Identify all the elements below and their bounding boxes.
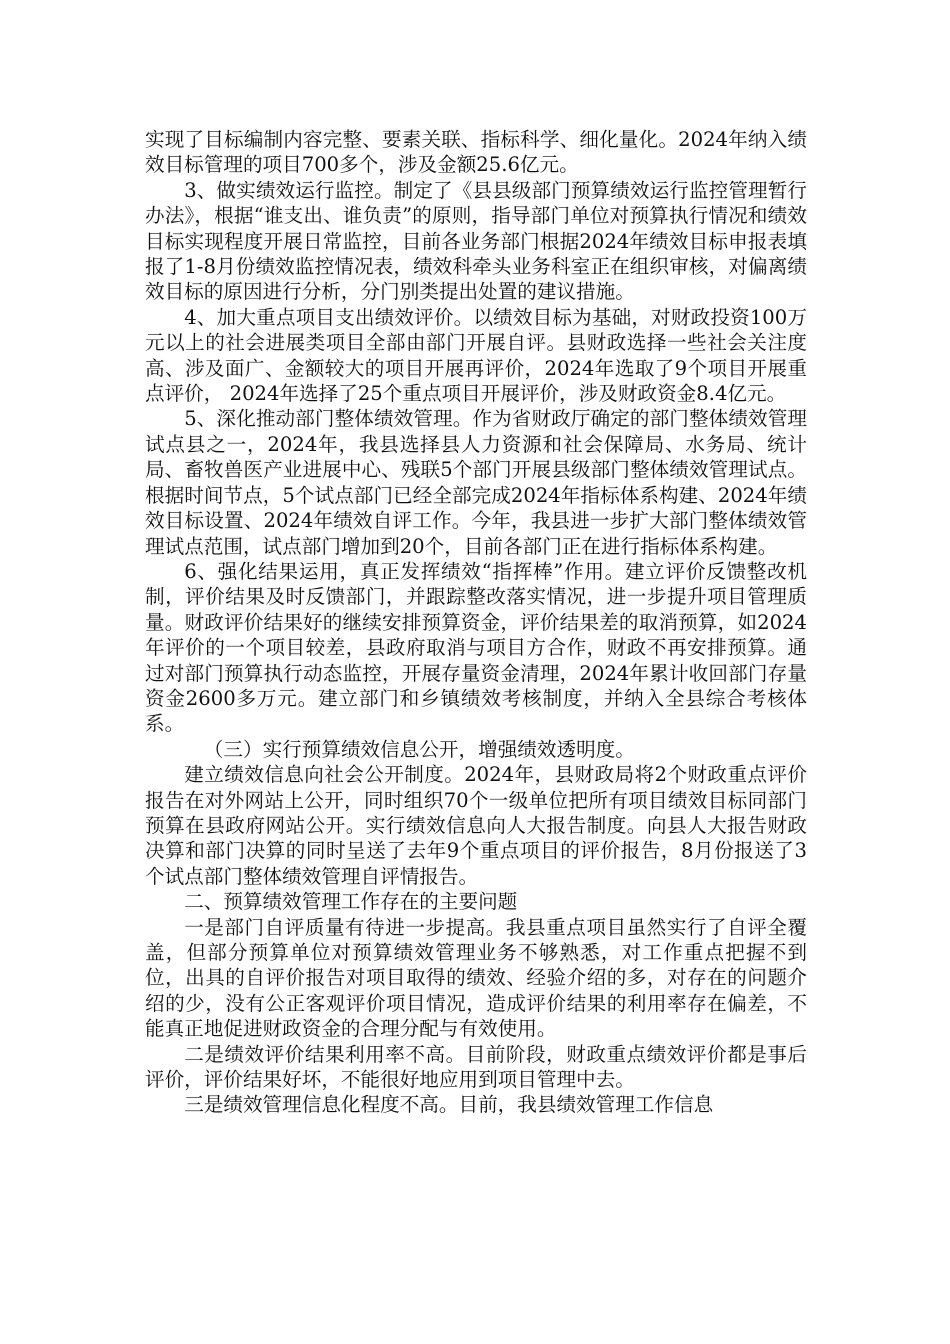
paragraph-information-disclosure: 建立绩效信息向社会公开制度。2024年，县财政局将2个财政重点评价报告在对外网站上公开，同时组织70个一级单位把所有项目绩效目标同部门预算在县政府网站公开。实行绩效信息向人大报告制度。向县人大报告财政决算和部门决算的同时呈送了去年9个重点项目的评价报告，8月份报送了3个试点部门整体绩效管理自评情报告。 bbox=[145, 763, 807, 888]
section-heading-main-problems: 二、预算绩效管理工作存在的主要问题 bbox=[184, 890, 518, 914]
paragraph-problem-self-evaluation: 一是部门自评质量有待进一步提高。我县重点项目虽然实行了自评全覆盖，但部分预算单位对预算绩效管理业务不够熟悉，对工作重点把握不到位，出具的自评价报告对项目取得的绩效、经验介绍的多，对存在的问题介绍的少，没有公正客观评价项目情况，造成评价结果的利用率存在偏差，不能真正地促进财政资金的合理分配与有效使用。 bbox=[145, 915, 807, 1041]
paragraph-result-application: 6、强化结果运用，真正发挥绩效“指挥棒”作用。建立评价反馈整改机制，评价结果及时反馈部门，并跟踪整改落实情况，进一步提升项目管理质量。财政评价结果好的继续安排预算资金，评价结果差的取消预算，如2024年评价的一个项目较差，县政府取消与项目方合作，财政不再安排预算。通过对部门预算执行动态监控，开展存量资金清理，2024年累计收回部门存量资金2600多万元。建立部门和乡镇绩效考核制度，并纳入全县综合考核体系。 bbox=[145, 559, 807, 736]
document-body bbox=[145, 127, 807, 1118]
paragraph-target-compilation: 实现了目标编制内容完整、要素关联、指标科学、细化量化。2024年纳入绩效目标管理的项目700多个，涉及金额25.6亿元。 bbox=[145, 128, 807, 177]
paragraph-problem-informatization: 三是绩效管理信息化程度不高。目前，我县绩效管理工作信息 bbox=[184, 1093, 714, 1117]
paragraph-department-overall-performance: 5、深化推动部门整体绩效管理。作为省财政厅确定的部门整体绩效管理试点县之一，2024年，我县选择县人力资源和社会保障局、水务局、统计局、畜牧兽医产业进展中心、残联5个部门开展县级部门整体绩效管理试点。根据时间节点，5个试点部门已经全部完成2024年指标体系构建、2024年绩效目标设置、2024年绩效自评工作。今年，我县进一步扩大部门整体绩效管理试点范围，试点部门增加到20个，目前各部门正在进行指标体系构建。 bbox=[145, 407, 807, 558]
paragraph-key-project-evaluation: 4、加大重点项目支出绩效评价。以绩效目标为基础，对财政投资100万元以上的社会进展类项目全部由部门开展自评。县财政选择一些社会关注度高、涉及面广、金额较大的项目开展再评价，2024年选取了9个项目开展重点评价， 2024年选择了25个重点项目开展评价，涉及财政资金8.4亿元。 bbox=[145, 305, 807, 406]
section-heading-information-disclosure: （三）实行预算绩效信息公开，增强绩效透明度。 bbox=[203, 737, 635, 761]
paragraph-performance-monitoring: 3、做实绩效运行监控。制定了《县县级部门预算绩效运行监控管理暂行办法》，根据“谁支出、谁负责”的原则，指导部门单位对预算执行情况和绩效目标实现程度开展日常监控，目前各业务部门根据2024年绩效目标申报表填报了1-8月份绩效监控情况表，绩效科牵头业务科室正在组织审核，对偏离绩效目标的原因进行分析，分门别类提出处置的建议措施。 bbox=[145, 178, 807, 304]
paragraph-problem-result-utilization: 二是绩效评价结果利用率不高。目前阶段，财政重点绩效评价都是事后评价，评价结果好坏，不能很好地应用到项目管理中去。 bbox=[145, 1042, 807, 1092]
